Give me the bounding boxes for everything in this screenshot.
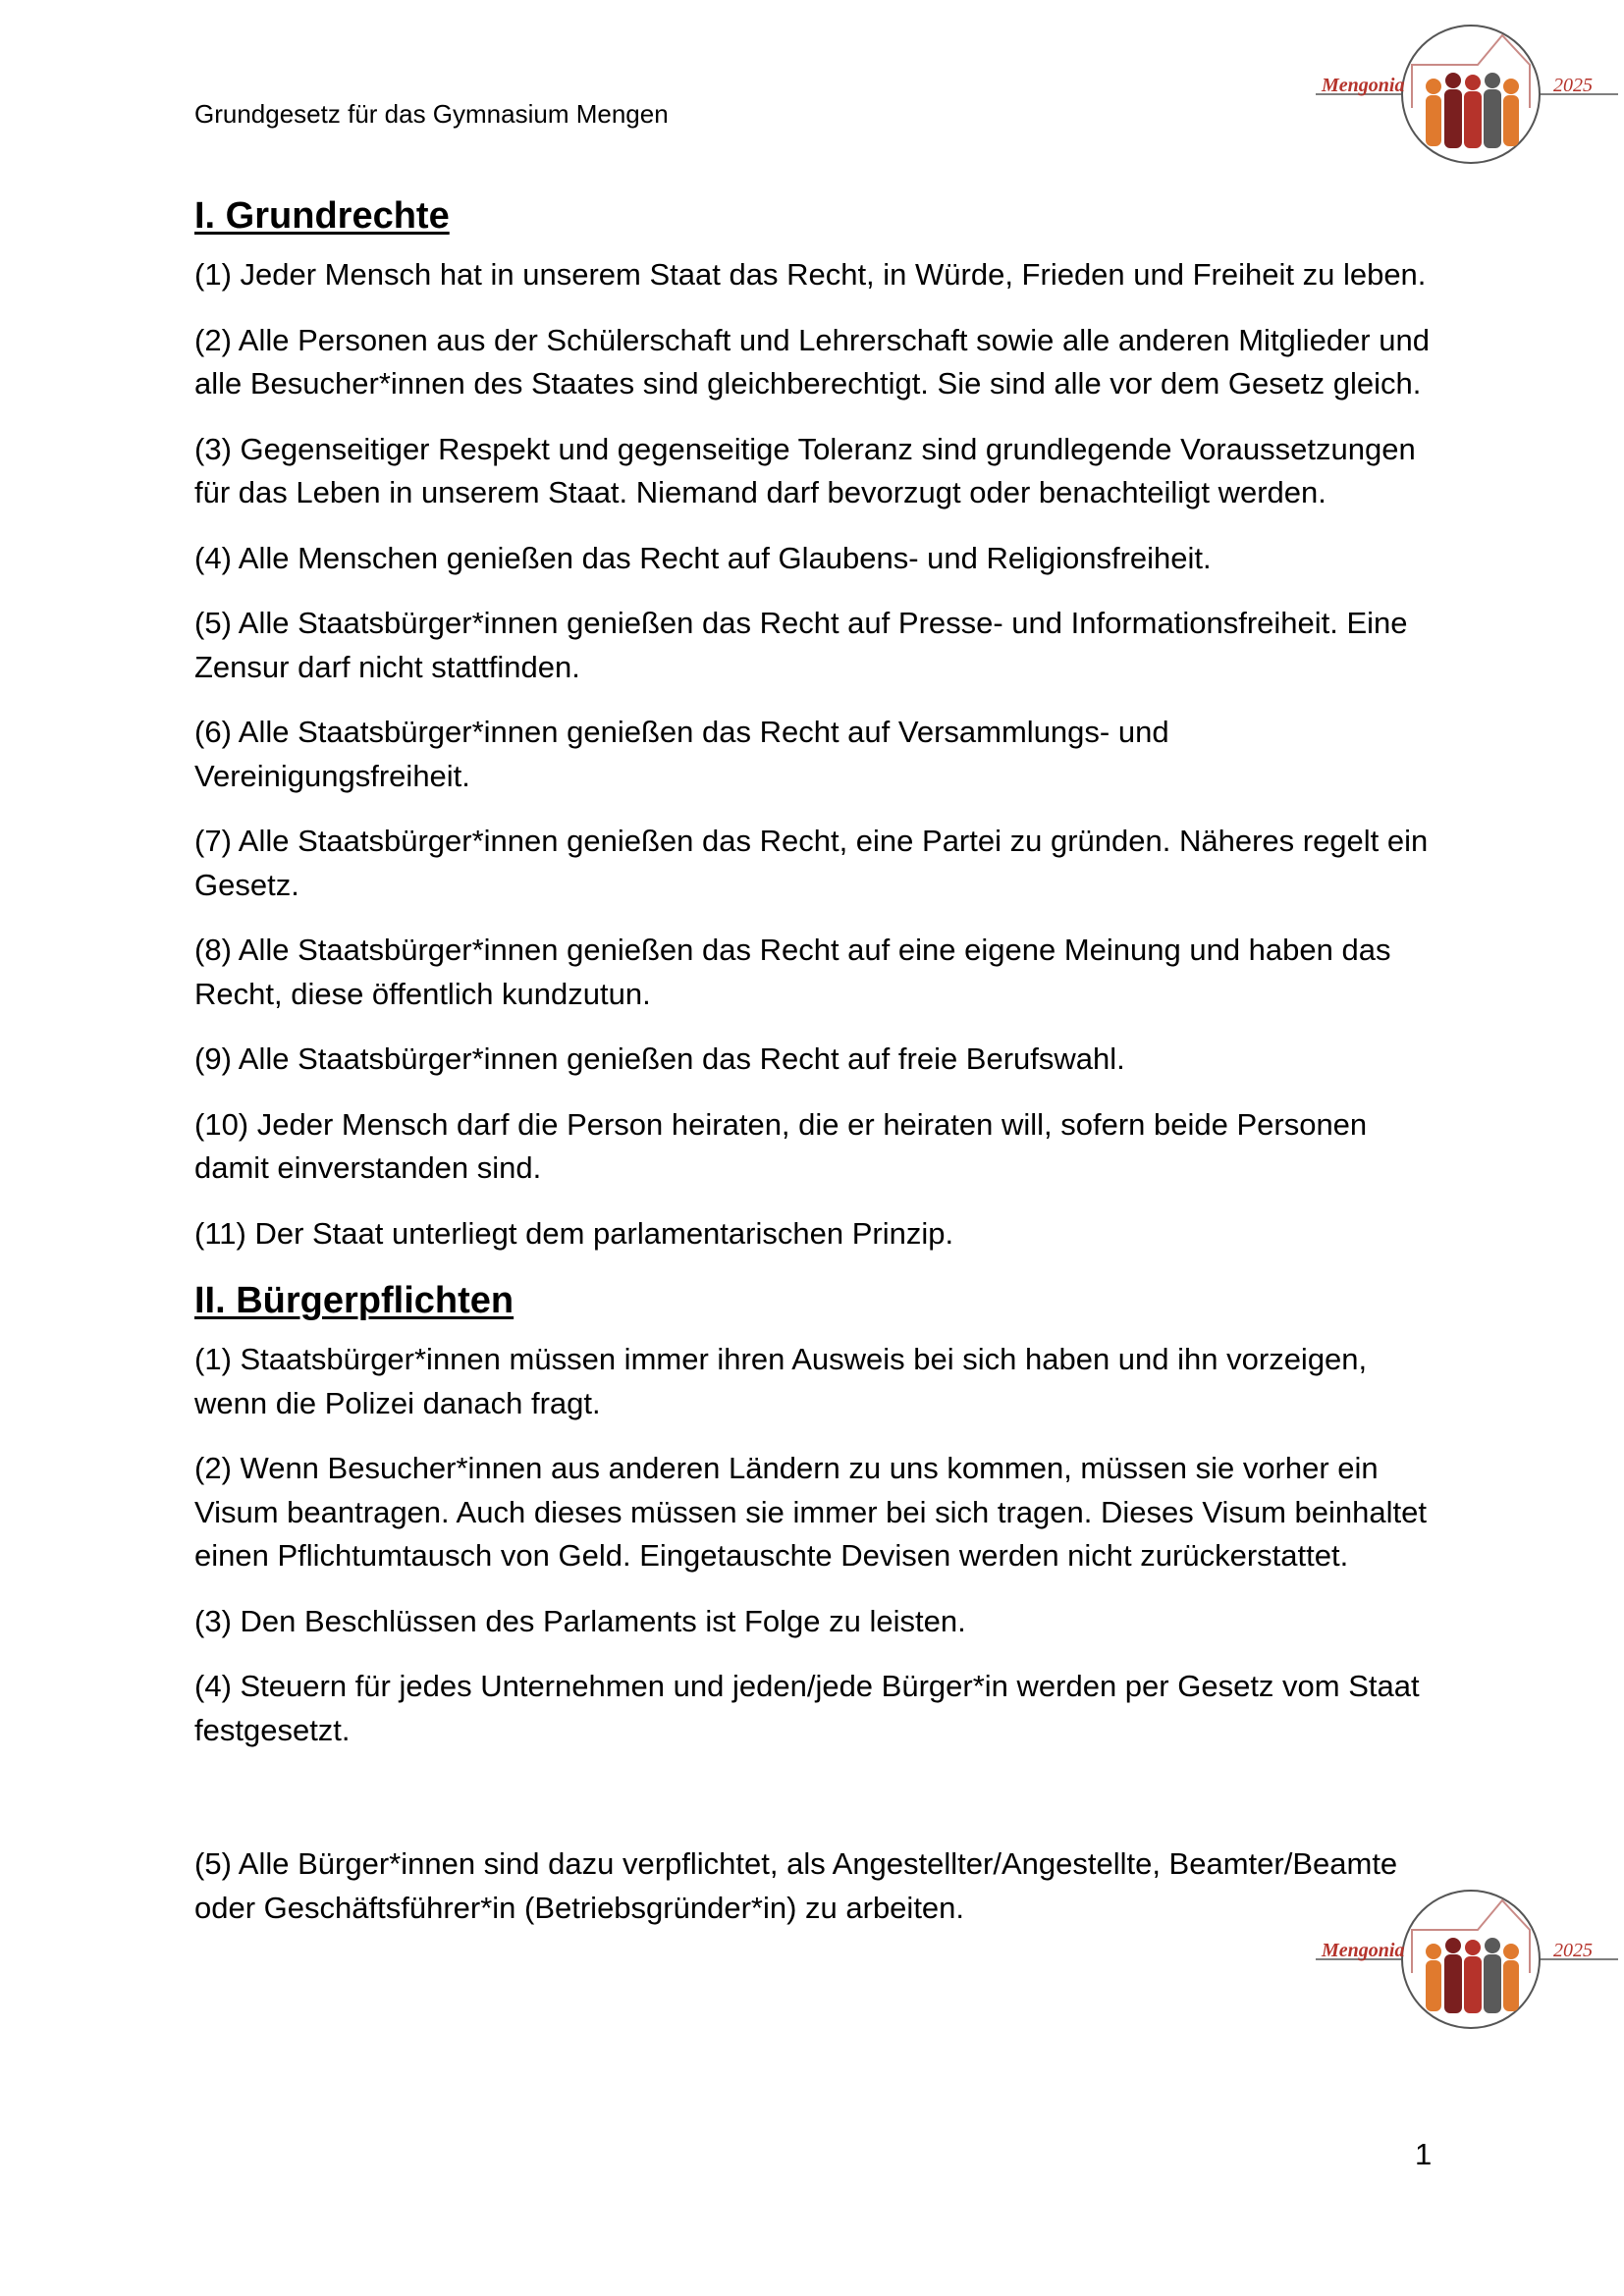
paragraph: (2) Alle Personen aus der Schülerschaft und Lehrerschaft sowie alle anderen Mitglieder und alle Besucher*innen des Staates sind gleichberechtigt. Sie sind alle vor dem Gesetz gleich. [194, 322, 1430, 400]
logo-text: Mengonia [1322, 1940, 1405, 1961]
logo-year: 2025 [1553, 75, 1593, 96]
section-heading-buergerpflichten: II. Bürgerpflichten [194, 1280, 514, 1321]
section-heading-grundrechte: I. Grundrechte [194, 195, 450, 237]
paragraph: (1) Jeder Mensch hat in unserem Staat das Recht, in Würde, Frieden und Freiheit zu leben. [194, 257, 1427, 292]
paragraph: (7) Alle Staatsbürger*innen genießen das Recht, eine Partei zu gründen. Näheres regelt ein Gesetz. [194, 824, 1429, 902]
mengonia-logo-graphic [1306, 18, 1620, 170]
paragraph: (5) Alle Bürger*innen sind dazu verpflichtet, als Angestellter/Angestellte, Beamter/Beamte oder Geschäftsführer*in (Betriebsgründer*in) zu arbeiten. [194, 1846, 1398, 1925]
paragraph: (5) Alle Staatsbürger*innen genießen das Recht auf Presse- und Informationsfreiheit. Eine Zensur darf nicht stattfinden. [194, 606, 1408, 684]
logo-year: 2025 [1553, 1940, 1593, 1961]
paragraph: (1) Staatsbürger*innen müssen immer ihren Ausweis bei sich haben und ihn vorzeigen, wenn die Polizei danach fragt. [194, 1342, 1368, 1420]
paragraph: (3) Gegenseitiger Respekt und gegenseitige Toleranz sind grundlegende Voraussetzungen für das Leben in unserem Staat. Niemand darf bevorzugt oder benachteiligt werden. [194, 431, 1416, 509]
mengonia-logo-graphic [1306, 1883, 1620, 2035]
paragraph: (4) Steuern für jedes Unternehmen und jeden/jede Bürger*in werden per Gesetz vom Staat festgesetzt. [194, 1669, 1420, 1747]
logo-text: Mengonia [1322, 75, 1405, 96]
paragraph: (4) Alle Menschen genießen das Recht auf Glaubens- und Religionsfreiheit. [194, 540, 1212, 575]
paragraph: (10) Jeder Mensch darf die Person heiraten, die er heiraten will, sofern beide Personen damit einverstanden sind. [194, 1106, 1368, 1185]
mengonia-logo-second [1306, 1883, 1620, 2035]
paragraph: (11) Der Staat unterliegt dem parlamentarischen Prinzip. [194, 1215, 954, 1251]
page-number: 1 [1415, 2137, 1433, 2171]
paragraph: (9) Alle Staatsbürger*innen genießen das Recht auf freie Berufswahl. [194, 1041, 1125, 1076]
paragraph: (8) Alle Staatsbürger*innen genießen das Recht auf eine eigene Meinung und haben das Recht, diese öffentlich kundzutun. [194, 933, 1391, 1011]
paragraph: (3) Den Beschlüssen des Parlaments ist Folge zu leisten. [194, 1603, 966, 1638]
document-body [194, 192, 1446, 1951]
page-header-title: Grundgesetz für das Gymnasium Mengen [194, 99, 669, 129]
paragraph: (2) Wenn Besucher*innen aus anderen Ländern zu uns kommen, müssen sie vorher ein Visum beantragen. Auch dieses müssen sie immer bei sich tragen. Dieses Visum beinhaltet einen Pflichtumtausch von Geld. Eingetauschte Devisen werden nicht zurückerstattet. [194, 1451, 1428, 1573]
paragraph: (6) Alle Staatsbürger*innen genießen das Recht auf Versammlungs- und Vereinigungsfreiheit. [194, 715, 1169, 793]
mengonia-logo [1306, 18, 1620, 170]
